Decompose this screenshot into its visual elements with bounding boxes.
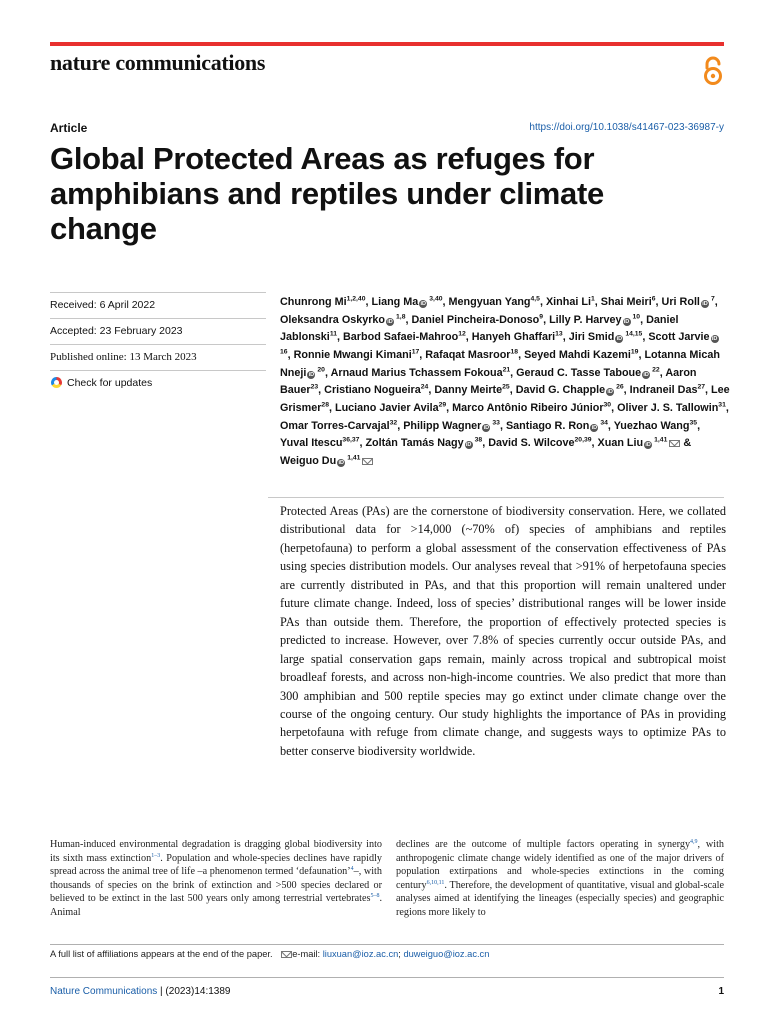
author[interactable] [516, 367, 660, 379]
author-name: Xuan Liu [597, 437, 644, 450]
author[interactable] [506, 420, 608, 432]
abstract: Protected Areas (PAs) are the cornerstone of biodiversity conservation. Here, we collated distributional data for >14,000 (~70% of) species of amphibians and reptiles (herpetofauna) to perform a global assessment of the conservation effectiveness of PAs using species distribution models. Our analyses reveal that >91% of herpetofauna species are currently distributed in PAs, and that this proportion will remain unaltered under future climate change. Indeed, loss of species’ distributional ranges will be lower inside PAs than outside them. Therefore, the proportion of effectively protected species is predicted to increase. However, over 7.8% of species currently occur outside PAs, and large spatial conservation gaps remain, mainly across tropical and subtropical moist broadleaf forests, and across non-high-income countries. We also predict that more than 300 amphibian and 500 reptile species may go extinct under climate change over the course of the ongoing century. Our study highlights the importance of PAs in providing herpetofauna with refuge from climate change, and suggests ways to optimize PAs to better conserve biodiversity worldwide. [280, 504, 726, 758]
author-name: Liang Ma [371, 296, 419, 308]
affiliation-superscript: 30 [603, 401, 612, 409]
orcid-icon[interactable]: iD [711, 336, 718, 343]
author[interactable] [472, 331, 563, 343]
affiliation-superscript: 20,39 [574, 436, 592, 444]
author[interactable] [324, 384, 428, 396]
author-name: Jiri Smid [568, 331, 615, 344]
affiliation-superscript: 34 [600, 419, 608, 426]
affiliation-superscript: 13 [555, 330, 563, 338]
author-name: Shai Meiri [600, 296, 652, 308]
author-name: Daniel Jablonski [280, 313, 679, 344]
body-text: . Population and whole-species declines have rapidly spread across the animal tree of life –a phenomenon termed ‘defaunation’ [50, 852, 383, 878]
affiliation-superscript: 11 [329, 330, 337, 338]
author[interactable] [549, 314, 640, 326]
email-icon [281, 951, 292, 958]
author[interactable] [371, 296, 442, 308]
author-name: Luciano Javier Avila [334, 401, 439, 414]
email-link[interactable]: liuxuan@ioz.ac.cn [322, 949, 399, 959]
author[interactable] [280, 437, 359, 449]
affiliation-superscript: 1 [590, 295, 595, 303]
author[interactable] [403, 420, 500, 432]
article-title: Global Protected Areas as refuges for amphibians and reptiles under climate change [50, 141, 604, 246]
author-name: Rafaqat Masroor [425, 348, 511, 361]
check-updates-label: Check for updates [67, 377, 153, 389]
affiliation-superscript: 12 [458, 330, 466, 338]
author-name: Daniel Pincheira-Donoso [411, 313, 540, 326]
author[interactable] [280, 296, 365, 308]
author-name: Seyed Mahdi Kazemi [524, 348, 631, 361]
affiliation-superscript: 14,15 [625, 330, 643, 338]
article-type: Article [50, 121, 88, 135]
affiliation-superscript: 16 [280, 348, 288, 356]
author[interactable] [516, 384, 624, 396]
affiliation-superscript: 38 [474, 436, 483, 444]
author-name: Arnaud Marius Tchassem Fokoua [330, 366, 503, 379]
author[interactable] [365, 437, 482, 449]
body-text: . Therefore, the development of quantitative, visual and global-scale analyses aimed at identifying the lineages (especially species) and geographic regions more likely to [396, 879, 724, 918]
author-name: Oliver J. S. Tallowin [617, 401, 719, 414]
affiliation-superscript: 18 [510, 348, 519, 356]
author[interactable] [452, 402, 611, 414]
orcid-icon[interactable]: iD [483, 424, 490, 431]
author[interactable] [343, 331, 466, 343]
orcid-icon[interactable]: iD [420, 301, 427, 307]
author-name: Marco Antônio Ribeiro Júnior [452, 401, 604, 414]
author[interactable] [662, 296, 715, 308]
citation-ref[interactable]: 5–8 [370, 893, 380, 900]
affiliation-superscript: 22 [652, 366, 660, 374]
orcid-icon[interactable]: iD [338, 459, 344, 466]
author-name: Weiguo Du [280, 454, 337, 467]
affiliation-superscript: 6 [651, 295, 656, 303]
affiliation-superscript: 1,8 [396, 313, 406, 321]
author-name: Indraneil Das [629, 384, 698, 397]
author-name: Xinhai Li [545, 296, 591, 308]
author[interactable]: & Weiguo Du iD$^{1,41}$ [280, 437, 692, 467]
email-label: e-mail: [292, 949, 321, 959]
abstract-divider [268, 497, 724, 498]
body-text: Human-induced environmental degradation is dragging global biodiversity into its sixth mass extinction [50, 839, 382, 864]
author[interactable] [425, 349, 518, 361]
author-name: David S. Wilcove [488, 437, 575, 450]
affiliation-superscript: 4,5 [530, 295, 540, 303]
affiliation-superscript: 29 [438, 401, 447, 409]
orcid-icon[interactable]: iD [607, 389, 613, 396]
author[interactable] [614, 420, 697, 432]
author[interactable] [546, 296, 595, 308]
author-name: Santiago R. Ron [505, 419, 590, 432]
citation-ref[interactable]: 4 [350, 866, 354, 873]
email-icon[interactable] [669, 440, 680, 447]
author-name: Scott Jarvie [648, 331, 710, 344]
citation-ref[interactable]: 4,9 [690, 839, 698, 845]
author-name: Lotanna Micah Nneji [280, 348, 721, 379]
affiliation-note: A full list of affiliations appears at the end of the paper. [50, 949, 273, 959]
author-name: Hanyeh Ghaffari [471, 331, 556, 344]
footer-divider [50, 977, 724, 978]
author-name: Oleksandra Oskyrko [280, 313, 386, 326]
author[interactable] [449, 296, 540, 308]
accepted-date: Accepted: 23 February 2023 [50, 318, 266, 344]
affiliation-superscript: 36,37 [342, 436, 360, 444]
orcid-icon[interactable]: iD [643, 371, 649, 378]
affiliation-superscript: 28 [321, 401, 329, 409]
published-date: Published online: 13 March 2023 [50, 344, 266, 370]
affiliation-superscript: 1,41 [654, 436, 668, 444]
orcid-icon[interactable]: iD [308, 371, 315, 378]
author[interactable] [434, 384, 509, 396]
footer-volume: (2023)14:1389 [165, 986, 231, 997]
affiliation-superscript: 20 [317, 366, 325, 374]
journal-name: nature communications [50, 50, 266, 75]
author-name: Uri Roll [661, 296, 700, 308]
publication-dates [50, 292, 266, 395]
affiliation-superscript: 26 [616, 383, 624, 391]
affiliation-superscript: 32 [389, 419, 398, 426]
body-text: , with anthropogenic climate change widely identified as one of the major drivers of population extirpations and whole-species extinctions in the coming century [396, 839, 724, 891]
author[interactable] [335, 402, 446, 414]
journal-header-bar [50, 42, 724, 46]
author-name: Barbod Safaei-Mahroo [343, 331, 459, 344]
affiliation-superscript: 25 [502, 383, 510, 391]
citation-ref[interactable]: 1–3 [151, 852, 161, 859]
author-name: Geraud C. Tasse Taboue [516, 366, 642, 379]
affiliation-superscript: 3,40 [429, 295, 443, 303]
author[interactable] [280, 314, 405, 326]
author-name: Yuval Itescu [280, 437, 343, 450]
affiliation-superscript: 10 [632, 313, 641, 321]
affiliation-superscript: 31 [718, 401, 726, 409]
author-name: David G. Chapple [515, 384, 606, 397]
author-name: Ronnie Mwangi Kimani [293, 348, 412, 361]
author-name: Omar Torres-Carvajal [280, 419, 390, 432]
affiliation-superscript: 9 [539, 313, 544, 321]
orcid-icon[interactable]: iD [591, 424, 598, 431]
author-list: Chunrong Mi$^{1,2,40}$, Liang Ma iD$^{3,40}$, Mengyuan Yang$^{4,5}$, Xinhai Li$^1$, Shai Meiri$^6$, Uri Roll $iD^7$, Oleksandra Oskyrko iD$^{1,8}$, Daniel Pincheira-Donoso$^9$, Lilly P. Harvey $iD^{10}$, Daniel Jablonski$^{11}$, Barbod Safaei-Mahroo$^{12}$, Hanyeh Ghaffari$^{13}$, Jiri Smid iD$^{14,15}$, Scott Jarvie $iD^{16}$, Ronnie Mwangi Kimani$^{17}$, Rafaqat Masroor$^{18}$, Seyed Mahdi Kazemi$^{19}$, Lotanna Micah Nneji $iD^{20}$, Arnaud Marius Tchassem Fokoua$^{21}$, Geraud C. Tasse Taboue $iD^{22}$, Aaron Bauer$^{23}$, Cristiano Nogueira$^{24}$, Danny Meirte$^{25}$, David G. Chapple $iD^{26}$, Indraneil Das$^{27}$, Lee Grismer$^{28}$, Luciano Javier Avila$^{29}$, Marco Antônio Ribeiro Júnior$^{30}$, Oliver J. S. Tallowin$^{31}$, Omar Torres-Carvajal$^{32}$, Philipp Wagner $iD^{33}$, Santiago R. Ron $iD^{34}$, Yuezhao Wang$^{35}$, Yuval Itescu$^{36,37}$, Zoltán Tamás Nagy $iD^{38}$, David S. Wilcove$^{20,39}$, Xuan Liu iD$^{1,41}$ & Weiguo Du iD$^{1,41}$ [280, 295, 730, 467]
body-text: declines are the outcome of multiple factors operating in synergy [396, 839, 691, 850]
affiliation-superscript: 23 [310, 383, 319, 391]
received-date: Received: 6 April 2022 [50, 292, 266, 318]
author-name: Zoltán Tamás Nagy [365, 437, 464, 450]
body-text: –, with thousands of species on the brink of extinction and >500 species declared or believed to be extinct in the last 500 years only among terrestrial vertebrates [50, 866, 382, 905]
affiliation-superscript: 24 [420, 383, 429, 391]
footer-citation: Nature Communications | (2023)14:1389 [50, 986, 231, 997]
author[interactable] [524, 349, 638, 361]
author[interactable] [411, 314, 543, 326]
doi-link[interactable]: https://doi.org/10.1038/s41467-023-36987-y [529, 122, 724, 133]
email-icon[interactable] [362, 458, 373, 465]
page-number: 1 [718, 986, 724, 997]
author-name: Cristiano Nogueira [324, 384, 421, 397]
author[interactable] [331, 367, 511, 379]
author[interactable] [601, 296, 656, 308]
footer-journal: Nature Communications [50, 986, 158, 997]
author-name: Mengyuan Yang [448, 296, 531, 308]
affiliation-superscript: 27 [697, 383, 706, 391]
check-updates-icon [50, 376, 63, 389]
author-name: Chunrong Mi [280, 296, 347, 308]
author[interactable] [488, 437, 591, 449]
author-name: Philipp Wagner [403, 419, 482, 432]
orcid-icon[interactable]: iD [387, 318, 393, 325]
author-name: Lee Grismer [280, 384, 730, 414]
affiliation-footnote: A full list of affiliations appears at the end of the paper. e-mail: liuxuan@ioz.ac.cn; duweiguo@ioz.ac.cn [50, 949, 490, 959]
orcid-icon[interactable]: iD [465, 442, 472, 449]
affiliation-superscript: 7 [710, 295, 715, 303]
affiliation-superscript: 19 [630, 348, 639, 356]
affiliation-superscript: 1,2,40 [346, 295, 366, 303]
email-link[interactable]: duweiguo@ioz.ac.cn [403, 949, 490, 959]
author[interactable] [617, 402, 726, 414]
author[interactable] [280, 420, 397, 432]
author[interactable] [569, 331, 643, 343]
footnote-divider [50, 944, 724, 945]
affiliation-superscript: 21 [502, 366, 511, 374]
author-name: Danny Meirte [434, 384, 503, 397]
orcid-icon[interactable]: iD [623, 318, 630, 325]
orcid-icon[interactable]: iD [616, 336, 623, 343]
author[interactable] [630, 384, 705, 396]
open-access-icon [702, 55, 724, 87]
affiliation-superscript: 33 [492, 419, 500, 426]
affiliation-superscript: 35 [689, 419, 698, 426]
body-column-right [396, 838, 724, 920]
affiliation-superscript: 17 [411, 348, 420, 356]
orcid-icon[interactable]: iD [645, 442, 651, 449]
body-column-left [50, 838, 382, 920]
check-updates-button[interactable] [50, 370, 266, 395]
author[interactable] [598, 437, 681, 449]
author-name: Aaron Bauer [280, 366, 697, 397]
affiliation-superscript: 1,41 [347, 454, 361, 462]
orcid-icon[interactable]: iD [702, 301, 708, 307]
citation-ref[interactable]: 6,10,11 [426, 879, 445, 886]
author[interactable] [294, 349, 420, 361]
author-name: Lilly P. Harvey [549, 313, 622, 326]
body-text: . Animal [50, 893, 382, 918]
author-name: Yuezhao Wang [613, 419, 690, 432]
